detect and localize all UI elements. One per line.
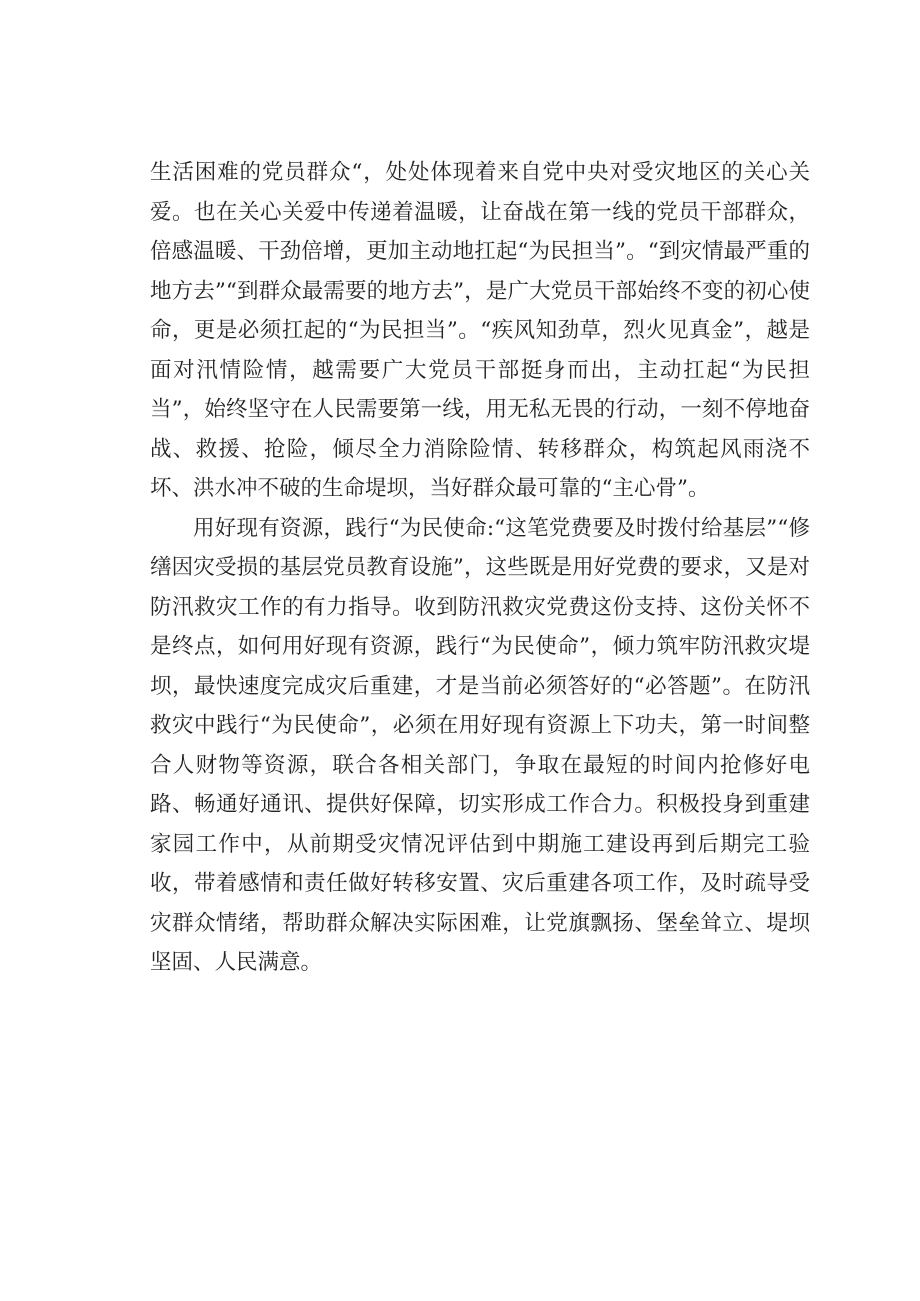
paragraph-continuation: 生活困难的党员群众“，处处体现着来自党中央对受灾地区的关心关爱。也在关心关爱中传递着温暖，让奋战在第一线的党员干部群众，倍感温暖、干劲倍增，更加主动地扛起“为民担当”。“到灾情最严重的地方去”“到群众最需要的地方去”，是广大党员干部始终不变的初心使命，更是必须扛起的“为民担当”。“疾风知劲草，烈火见真金”，越是面对汛情险情，越需要广大党员干部挺身而出，主动扛起“为民担当”，始终坚守在人民需要第一线，用无私无畏的行动，一刻不停地奋战、救援、抢险，倾尽全力消除险情、转移群众，构筑起风雨浇不坏、洪水冲不破的生命堤坝，当好群众最可靠的“主心骨”。 <box>150 160 810 501</box>
document-body <box>150 153 810 983</box>
paragraph-resources: 用好现有资源，践行“为民使命:“这笔党费要及时拨付给基层”“修缮因灾受损的基层党员教育设施”，这些既是用好党费的要求，又是对防汛救灾工作的有力指导。收到防汛救灾党费这份支持、这份关怀不是终点，如何用好现有资源，践行“为民使命”，倾力筑牢防汛救灾堤坝，最快速度完成灾后重建，才是当前必须答好的“必答题”。在防汛救灾中践行“为民使命”，必须在用好现有资源上下功夫，第一时间整合人财物等资源，联合各相关部门，争取在最短的时间内抢修好电路、畅通好通讯、提供好保障，切实形成工作合力。积极投身到重建家园工作中，从前期受灾情况评估到中期施工建设再到后期完工验收，带着感情和责任做好转移安置、灾后重建各项工作，及时疏导受灾群众情绪，帮助群众解决实际困难，让党旗飘扬、堡垒耸立、堤坝坚固、人民满意。 <box>150 515 810 975</box>
